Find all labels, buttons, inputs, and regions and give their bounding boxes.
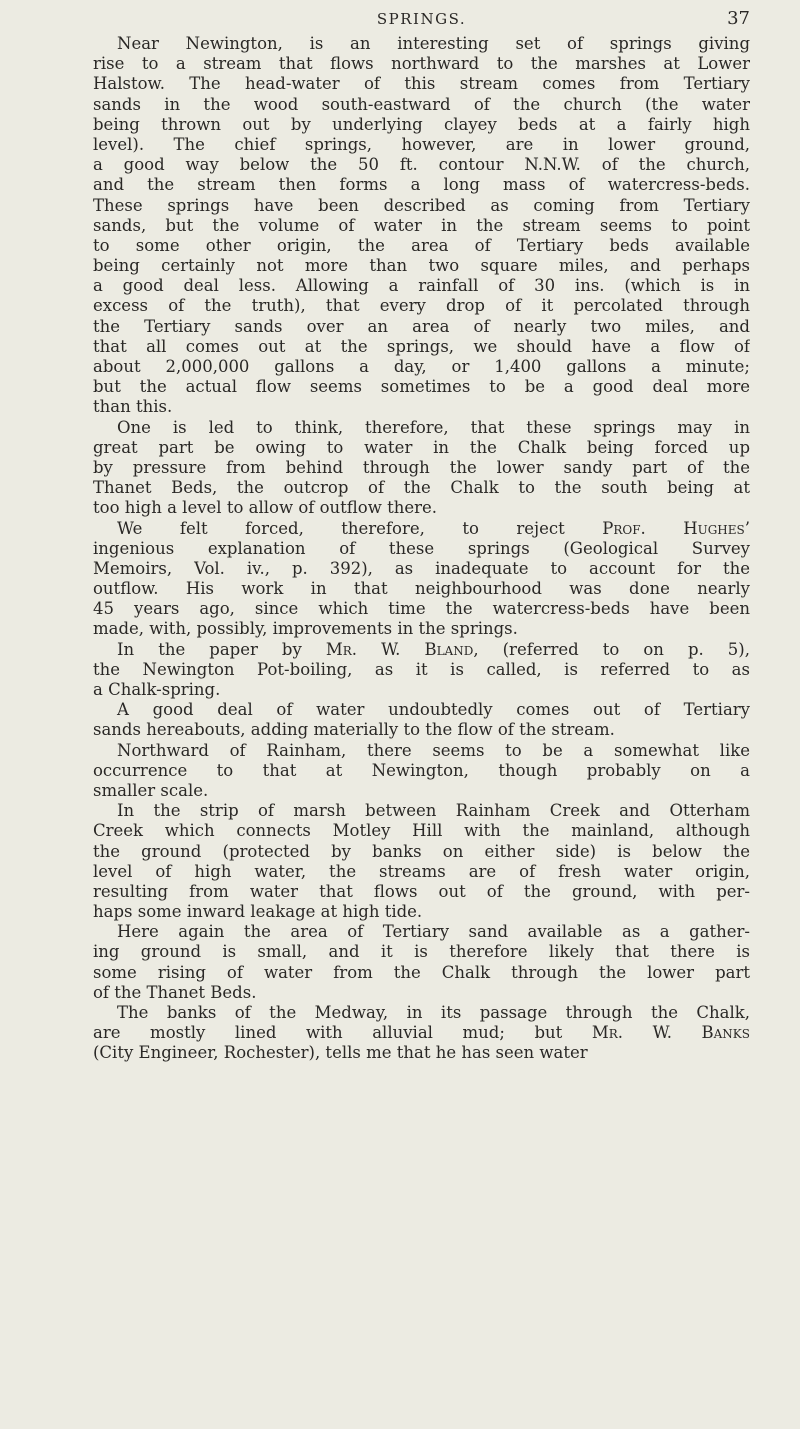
text-line: Thanet Beds, the outcrop of the Chalk to the south being at bbox=[93, 478, 750, 498]
paragraph bbox=[93, 801, 750, 922]
text-line: Here again the area of Tertiary sand available as a gather- bbox=[117, 922, 750, 942]
text-line: The banks of the Medway, in its passage through the Chalk, bbox=[117, 1003, 750, 1022]
paragraph bbox=[93, 741, 750, 802]
paragraph bbox=[93, 700, 750, 740]
text-line: ingenious explanation of these springs (Geological Survey bbox=[93, 538, 750, 558]
text-line: (City Engineer, Rochester), tells me that he has seen water bbox=[93, 1043, 588, 1063]
body-text bbox=[93, 34, 750, 1064]
text-line: of the Thanet Beds. bbox=[93, 982, 257, 1002]
text-line: and the stream then forms a long mass of watercress-beds. bbox=[93, 175, 750, 195]
text-line: level). The chief springs, however, are in lower ground, bbox=[93, 134, 750, 154]
paragraph bbox=[93, 922, 750, 1003]
text-line: ing ground is small, and it is therefore likely that there is bbox=[93, 942, 750, 962]
paragraph bbox=[93, 418, 750, 519]
text-line: some rising of water from the Chalk through the lower part bbox=[93, 962, 750, 982]
text-line: sands in the wood south-eastward of the church (the water bbox=[93, 94, 750, 114]
text-line: These springs have been described as coming from Tertiary bbox=[93, 195, 750, 215]
page-number: 37 bbox=[727, 8, 750, 29]
text-line: Near Newington, is an interesting set of springs giving bbox=[117, 34, 750, 53]
text-line: great part be owing to water in the Chalk being forced up bbox=[93, 437, 750, 457]
paragraph bbox=[93, 519, 750, 640]
text-line: being thrown out by underlying clayey beds at a fairly high bbox=[93, 114, 750, 134]
text-line: level of high water, the streams are of fresh water origin, bbox=[93, 861, 750, 881]
text-line: haps some inward leakage at high tide. bbox=[93, 902, 423, 922]
text-line: the Newington Pot-boiling, as it is called, is referred to as bbox=[93, 659, 750, 679]
text-line: about 2,000,000 gallons a day, or 1,400 gallons a minute; bbox=[93, 357, 750, 376]
text-line: the Tertiary sands over an area of nearly two miles, and bbox=[93, 316, 750, 336]
small-caps-name: Mr. W. Bland bbox=[325, 639, 474, 659]
text-line: A good deal of water undoubtedly comes out of Tertiary bbox=[117, 700, 750, 720]
small-caps-name: Mr. W. Banks bbox=[591, 1023, 750, 1043]
text-line: Northward of Rainham, there seems to be a somewhat like bbox=[117, 740, 750, 760]
running-head bbox=[93, 4, 750, 36]
text-line: resulting from water that flows out of the ground, with per- bbox=[93, 881, 750, 901]
text-line: occurrence to that at Newington, though probably on a bbox=[93, 760, 750, 780]
text-line: by pressure from behind through the lower sandy part of the bbox=[93, 457, 750, 477]
text-line: the ground (protected by banks on either side) is below the bbox=[93, 841, 750, 861]
text-line: One is led to think, therefore, that these springs may in bbox=[117, 417, 750, 437]
text-line: Creek which connects Motley Hill with the mainland, although bbox=[93, 821, 750, 841]
text-line: In the strip of marsh between Rainham Creek and Otterham bbox=[117, 801, 750, 821]
text-line: In the paper by Mr. W. Bland, (referred to on p. 5), bbox=[117, 639, 750, 659]
text-line: 45 years ago, since which time the watercress-beds have been bbox=[93, 599, 750, 619]
text-line: are mostly lined with alluvial mud; but Mr. W. Banks bbox=[93, 1023, 750, 1043]
text-line: excess of the truth), that every drop of it percolated through bbox=[93, 296, 750, 316]
text-line: sands, but the volume of water in the stream seems to point bbox=[93, 215, 750, 235]
text-line: a good way below the 50 ft. contour N.N.W. of the church, bbox=[93, 155, 750, 175]
text-line: a good deal less. Allowing a rainfall of 30 ins. (which is in bbox=[93, 276, 750, 296]
paragraph bbox=[93, 34, 750, 418]
text-line: to some other origin, the area of Tertiary beds available bbox=[93, 235, 750, 255]
text-line: Halstow. The head-water of this stream comes from Tertiary bbox=[93, 74, 750, 94]
text-line: Memoirs, Vol. iv., p. 392), as inadequate to account for the bbox=[93, 558, 750, 578]
text-line: that all comes out at the springs, we should have a flow of bbox=[93, 336, 750, 356]
text-line: being certainly not more than two square miles, and perhaps bbox=[93, 256, 750, 276]
chapter-heading: SPRINGS. bbox=[376, 10, 467, 28]
text-line: but the actual flow seems sometimes to be a good deal more bbox=[93, 377, 750, 397]
text-line: than this. bbox=[93, 397, 173, 417]
paragraph bbox=[93, 640, 750, 701]
text-line: a Chalk-spring. bbox=[93, 680, 221, 699]
text-line: sands hereabouts, adding materially to the flow of the stream. bbox=[93, 720, 615, 740]
text-line: smaller scale. bbox=[93, 780, 209, 800]
text-line: outflow. His work in that neighbourhood was done nearly bbox=[93, 579, 750, 599]
text-line: We felt forced, therefore, to reject Prof. Hughes’ bbox=[117, 518, 750, 538]
small-caps-name: Prof. Hughes bbox=[602, 518, 745, 538]
text-line: too high a level to allow of outflow there. bbox=[93, 498, 438, 518]
text-line: rise to a stream that flows northward to the marshes at Lower bbox=[93, 54, 750, 74]
text-line: made, with, possibly, improvements in the springs. bbox=[93, 619, 518, 639]
paragraph bbox=[93, 1003, 750, 1064]
